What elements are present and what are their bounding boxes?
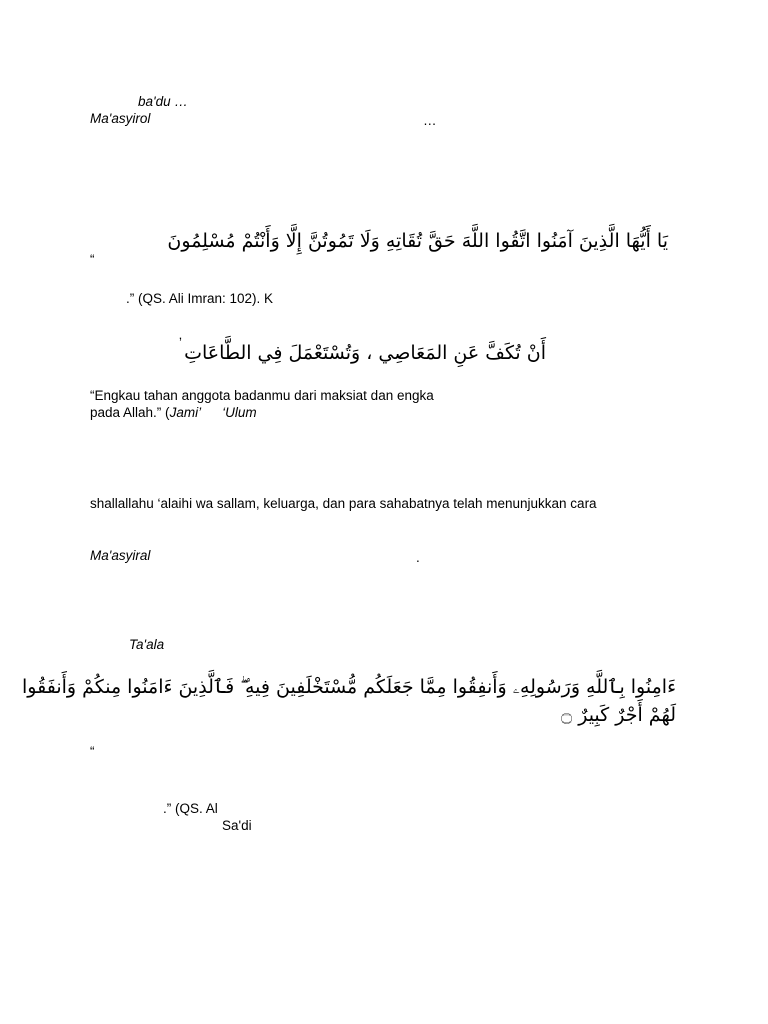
period-text: . xyxy=(416,550,420,565)
translation-pre: pada Allah.” ( xyxy=(90,405,170,420)
jami-word: Jami’ xyxy=(169,405,202,420)
arabic-verse-2-line-2: لَهُمْ أَجْرٌ كَبِيرٌ ۝ xyxy=(561,704,676,726)
badu-text: ba'du … xyxy=(138,94,188,109)
open-quote-2: “ xyxy=(90,744,95,759)
open-quote-1: “ xyxy=(90,252,95,267)
verse2-reference: .” (QS. Al xyxy=(163,801,218,816)
accent-mark: ʼ xyxy=(179,336,182,351)
maasyiral-text: Ma'asyiral xyxy=(90,548,151,563)
translation-line-2 xyxy=(90,405,257,421)
shallallahu-line: shallallahu ‘alaihi wa sallam, keluarga, dan para sahabatnya telah menunjukkan cara xyxy=(90,496,597,511)
translation-line-1: “Engkau tahan anggota badanmu dari maksiat dan engka xyxy=(90,388,434,403)
maasyirol-text: Ma'asyirol xyxy=(90,111,151,126)
verse1-reference: .” (QS. Ali Imran: 102). K xyxy=(126,291,274,306)
arabic-verse-2-line-1: ءَامِنُوا بِٱللَّهِ وَرَسُولِهِۦ وَأَنفِقُوا مِمَّا جَعَلَكُم مُّسْتَخْلَفِينَ فِيهِ ۖ فَٱلَّذِينَ ءَامَنُوا مِنكُمْ وَأَنفَقُوا xyxy=(22,676,676,698)
ellipsis-text: … xyxy=(423,113,437,128)
taala-text: Ta'ala xyxy=(129,637,165,652)
sadi-text: Sa'di xyxy=(222,818,252,833)
arabic-verse-1: يَا أَيُّهَا الَّذِينَ آمَنُوا اتَّقُوا اللَّهَ حَقَّ تُقَاتِهِ وَلَا تَمُوتُنَّ إِلَّا وَأَنْتُمْ مُسْلِمُونَ xyxy=(167,230,668,252)
arabic-phrase: أَنْ تُكَفَّ عَنِ المَعَاصِي ، وَتُسْتَعْمَلَ فِي الطَّاعَاتِ xyxy=(184,342,546,364)
ulum-word: ‘Ulum xyxy=(222,405,257,420)
